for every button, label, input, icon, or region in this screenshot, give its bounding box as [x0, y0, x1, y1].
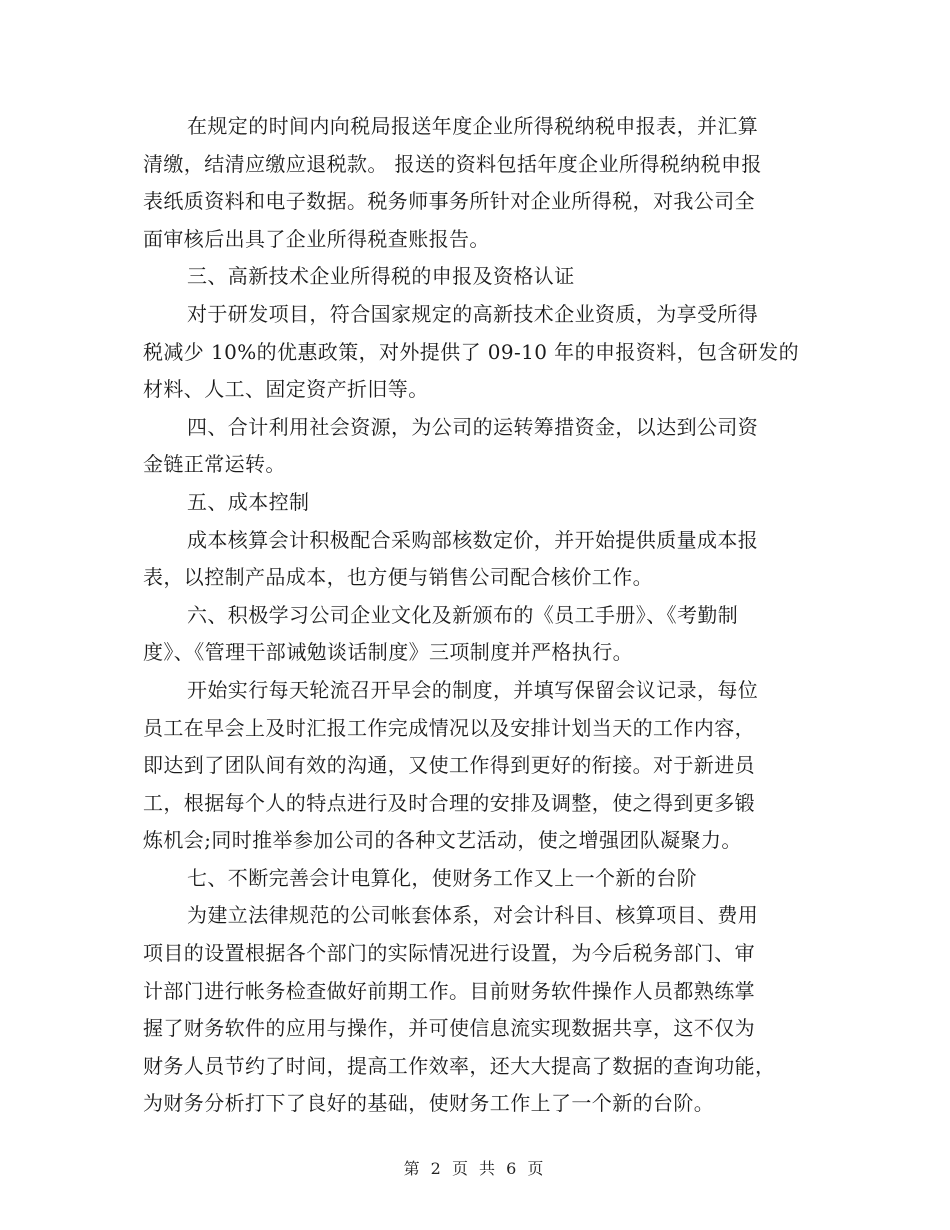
section-heading: 三、高新技术企业所得税的申报及资格认证: [187, 264, 575, 289]
section-heading: 五、成本控制: [187, 489, 310, 514]
section-heading: 七、不断完善会计电算化，使财务工作又上一个新的台阶: [187, 865, 697, 890]
paragraph-line: 成本核算会计积极配合采购部核数定价，并开始提供质量成本报: [187, 527, 759, 552]
paragraph-line: 为建立法律规范的公司帐套体系，对会计科目、核算项目、费用: [187, 903, 759, 928]
paragraph-line: 清缴，结清应缴应退税款。 报送的资料包括年度企业所得税纳税申报: [143, 151, 762, 176]
paragraph-line: 握了财务软件的应用与操作，并可使信息流实现数据共享，这不仅为: [143, 1016, 755, 1041]
paragraph-line: 面审核后出具了企业所得税查账报告。: [143, 226, 490, 251]
paragraph-line: 在规定的时间内向税局报送年度企业所得税纳税申报表，并汇算: [187, 114, 759, 138]
paragraph-line: 项目的设置根据各个部门的实际情况进行设置，为今后税务部门、审: [143, 941, 755, 966]
paragraph-line: 即达到了团队间有效的沟通，又使工作得到更好的衔接。对于新进员: [143, 753, 755, 778]
paragraph-line: 员工在早会上及时汇报工作完成情况以及安排计划当天的工作内容，: [143, 715, 755, 740]
paragraph-line: 税减少 10%的优惠政策，对外提供了 09-10 年的申报资料，包含研发的: [143, 339, 799, 364]
paragraph-line: 为财务分析打下了良好的基础，使财务工作上了一个新的台阶。: [143, 1091, 715, 1116]
paragraph-line: 开始实行每天轮流召开早会的制度，并填写保留会议记录，每位: [187, 677, 759, 702]
page-number-footer: 第 2 页 共 6 页: [403, 1159, 547, 1178]
section-heading: 六、积极学习公司企业文化及新颁布的《员工手册》、《考勤制: [187, 602, 739, 627]
paragraph-line: 金链正常运转。: [143, 452, 286, 477]
document-body: [143, 108, 811, 1123]
section-heading: 四、合计利用社会资源，为公司的运转筹措资金，以达到公司资: [187, 414, 759, 439]
paragraph-line: 财务人员节约了时间，提高工作效率，还大大提高了数据的查询功能，: [143, 1053, 776, 1078]
paragraph-line: 材料、人工、固定资产折旧等。: [143, 377, 429, 402]
paragraph-line: 对于研发项目，符合国家规定的高新技术企业资质，为享受所得: [187, 301, 759, 326]
paragraph-line: 度》、《管理干部诫勉谈话制度》三项制度并严格执行。: [143, 640, 633, 665]
paragraph-line: 炼机会;同时推举参加公司的各种文艺活动，使之增强团队凝聚力。: [143, 828, 742, 853]
paragraph-line: 工，根据每个人的特点进行及时合理的安排及调整，使之得到更多锻: [143, 790, 755, 815]
paragraph-line: 表纸质资料和电子数据。税务师事务所针对企业所得税，对我公司全: [143, 189, 755, 214]
paragraph-line: 计部门进行帐务检查做好前期工作。目前财务软件操作人员都熟练掌: [143, 978, 755, 1003]
paragraph-line: 表，以控制产品成本，也方便与销售公司配合核价工作。: [143, 565, 653, 590]
